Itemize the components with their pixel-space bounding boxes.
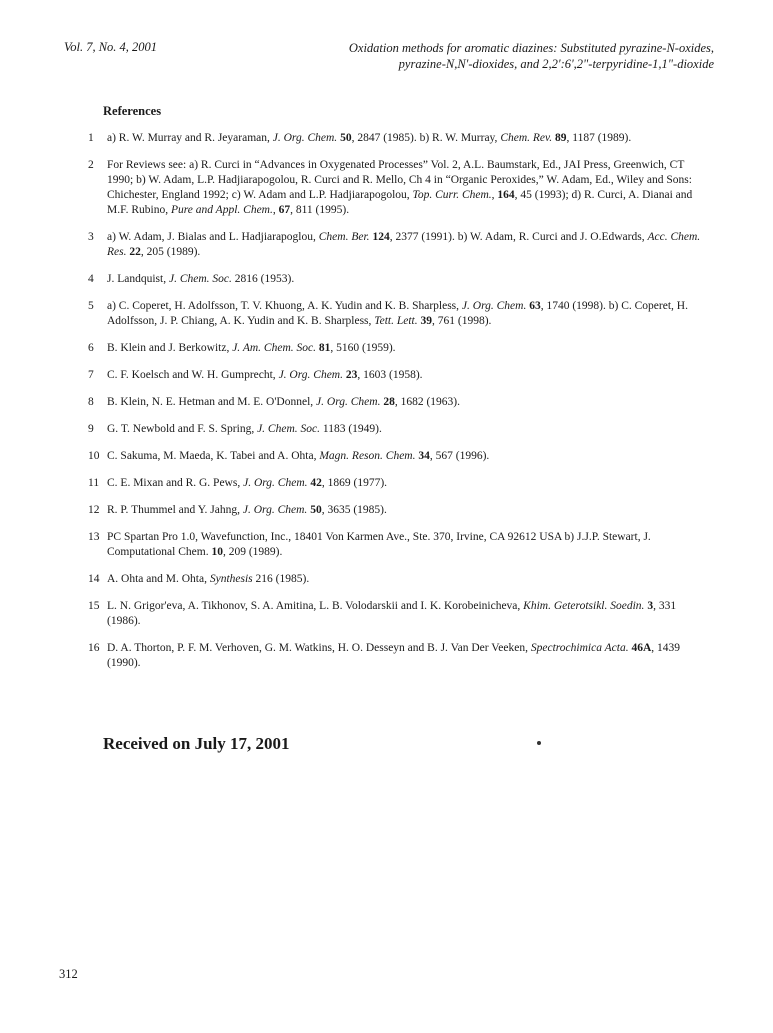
reference-text-run: 42 xyxy=(310,477,322,489)
reference-item xyxy=(88,530,708,560)
reference-text xyxy=(107,476,708,491)
running-title-line-2: pyrazine-N,N'-dioxides, and 2,2':6',2"-terpyridine-1,1"-dioxide xyxy=(398,57,714,71)
reference-text-run: 22 xyxy=(129,246,141,258)
reference-number: 15 xyxy=(88,600,100,612)
reference-item xyxy=(88,599,708,629)
references-list xyxy=(88,131,708,683)
reference-text-run: 1183 (1949). xyxy=(320,423,382,435)
reference-item xyxy=(88,131,708,146)
reference-text-run: a) R. W. Murray and R. Jeyaraman, xyxy=(107,132,273,144)
reference-number: 8 xyxy=(88,396,94,408)
reference-number: 7 xyxy=(88,369,94,381)
references-heading: References xyxy=(103,104,162,118)
reference-number: 5 xyxy=(88,300,94,312)
running-title xyxy=(294,40,714,72)
reference-text-run: 3 xyxy=(647,600,654,612)
reference-text-run: , 761 (1998). xyxy=(432,315,492,327)
reference-text-run: B. Klein and J. Berkowitz, xyxy=(107,342,233,354)
reference-text-run: J. Org. Chem. xyxy=(461,300,527,312)
reference-text-run: G. T. Newbold and F. S. Spring, xyxy=(107,423,258,435)
reference-text-run: , 2847 (1985). b) R. W. Murray, xyxy=(351,132,501,144)
reference-text-run: , 5160 (1959). xyxy=(330,342,396,354)
received-date: Received on July 17, 2001 xyxy=(103,734,290,753)
reference-text-run: J. Org. Chem. xyxy=(316,396,381,408)
reference-text-run: , 209 (1989). xyxy=(222,546,283,558)
reference-number: 14 xyxy=(88,573,100,585)
reference-text-run: PC Spartan Pro 1.0, Wavefunction, Inc., 18401 Von Karmen Ave., Ste. 370, Irvine, CA 92612 USA b) J.J.P. Stewart, J. Computational Chem. xyxy=(107,531,651,558)
reference-text-run: B. Klein, N. E. Hetman and M. E. O'Donnel, xyxy=(107,396,317,408)
reference-text-run: 63 xyxy=(529,300,541,312)
reference-text-run: a) C. Coperet, H. Adolfsson, T. V. Khuong, A. K. Yudin and K. B. Sharpless, xyxy=(107,300,462,312)
reference-item xyxy=(88,230,708,260)
reference-text-run: 216 (1985). xyxy=(252,573,310,585)
reference-text-run: J. Org. Chem. xyxy=(243,477,308,489)
reference-number: 9 xyxy=(88,423,94,435)
reference-text xyxy=(107,368,708,383)
journal-volume-header: Vol. 7, No. 4, 2001 xyxy=(64,40,158,54)
reference-text-run: , 567 (1996). xyxy=(429,450,490,462)
reference-number: 10 xyxy=(88,450,100,462)
reference-item xyxy=(88,395,708,410)
reference-item xyxy=(88,503,708,518)
reference-text-run: 46A xyxy=(631,642,652,654)
reference-text-run: Pure and Appl. Chem. xyxy=(170,204,273,216)
reference-item xyxy=(88,641,708,671)
reference-text-run: Tett. Lett. xyxy=(374,315,418,327)
reference-text xyxy=(107,572,708,587)
reference-text-run: J. Chem. Soc. xyxy=(257,423,320,435)
reference-number: 1 xyxy=(88,132,94,144)
reference-text-run: Synthesis xyxy=(209,573,253,585)
reference-number: 13 xyxy=(88,531,100,543)
reference-text-run: A. Ohta and M. Ohta, xyxy=(107,573,210,585)
reference-text-run: 39 xyxy=(420,315,433,327)
reference-text xyxy=(107,131,708,146)
reference-text-run: 50 xyxy=(340,132,352,144)
reference-number: 2 xyxy=(88,159,94,171)
reference-text-run: , 1869 (1977). xyxy=(321,477,388,489)
reference-text-run: 81 xyxy=(318,342,331,354)
reference-text-run: Chem. Ber. xyxy=(318,231,370,243)
reference-text xyxy=(107,272,708,287)
page-number: 312 xyxy=(59,967,78,981)
reference-text-run: L. N. Grigor'eva, A. Tikhonov, S. A. Amitina, L. B. Volodarskii and I. K. Korobeinicheva, xyxy=(107,600,524,612)
reference-text-run: Acc. Chem. Res. xyxy=(107,231,701,258)
reference-text-run: J. Org. Chem. xyxy=(278,369,343,381)
reference-text-run: 89 xyxy=(555,132,567,144)
reference-number: 12 xyxy=(88,504,100,516)
reference-number: 3 xyxy=(88,231,94,243)
reference-text-run: , 1187 (1989). xyxy=(566,132,632,144)
reference-text-run: C. E. Mixan and R. G. Pews, xyxy=(107,477,244,489)
reference-text-run: J. Landquist, xyxy=(107,273,169,285)
reference-text-run: , 3635 (1985). xyxy=(321,504,387,516)
reference-text-run: a) W. Adam, J. Bialas and L. Hadjiarapoglou, xyxy=(107,231,319,243)
reference-text-run: 124 xyxy=(372,231,390,243)
reference-item xyxy=(88,368,708,383)
reference-text-run: Magn. Reson. Chem. xyxy=(319,450,416,462)
reference-text-run: 28 xyxy=(383,396,395,408)
reference-text-run: Khim. Geterotsikl. Soedin. xyxy=(523,600,645,612)
reference-text-run: J. Am. Chem. Soc. xyxy=(232,342,316,354)
reference-text-run: , 45 (1993); d) R. Curci, A. Dianai and M.F. Rubino, xyxy=(107,189,693,216)
reference-text-run: , 205 (1989). xyxy=(140,246,201,258)
reference-text xyxy=(107,449,708,464)
reference-item xyxy=(88,449,708,464)
reference-item xyxy=(88,476,708,491)
reference-text-run: 67 xyxy=(278,204,291,216)
reference-text-run: 2816 (1953). xyxy=(231,273,295,285)
reference-item xyxy=(88,341,708,356)
reference-text-run: , xyxy=(272,204,279,216)
reference-item xyxy=(88,299,708,329)
reference-item xyxy=(88,158,708,218)
reference-text-run: , xyxy=(491,189,498,201)
reference-item xyxy=(88,272,708,287)
reference-text xyxy=(107,299,708,329)
reference-number: 11 xyxy=(88,477,100,489)
reference-text xyxy=(107,422,708,437)
stray-dot-mark xyxy=(537,741,541,745)
reference-number: 16 xyxy=(88,642,100,654)
reference-text xyxy=(107,158,708,218)
reference-text xyxy=(107,530,708,560)
reference-text-run: , 2377 (1991). b) W. Adam, R. Curci and J. O.Edwards, xyxy=(389,231,648,243)
reference-text-run: 10 xyxy=(211,546,223,558)
reference-text xyxy=(107,395,708,410)
reference-text-run: D. A. Thorton, P. F. M. Verhoven, G. M. Watkins, H. O. Desseyn and B. J. Van Der Veeken, xyxy=(107,642,531,654)
reference-text-run: Spectrochimica Acta. xyxy=(530,642,629,654)
reference-text xyxy=(107,341,708,356)
reference-text xyxy=(107,641,708,671)
reference-text-run: 23 xyxy=(345,369,358,381)
reference-number: 4 xyxy=(88,273,94,285)
reference-text-run: J. Org. Chem. xyxy=(242,504,308,516)
reference-text-run: 50 xyxy=(310,504,322,516)
reference-text-run: , 1740 (1998). b) C. Coperet, H. Adolfsson, J. P. Chiang, A. K. Yudin and K. B. Sharpless, xyxy=(107,300,688,327)
reference-text-run: For Reviews see: a) R. Curci in “Advances in Oxygenated Processes” Vol. 2, A.L. Baumstark, Ed., JAI Press, Greenwich, CT 1990; b) W. Adam, L.P. Hadjiarapogolou, R. Curci and R. Mello, Ch 4 in “Organic Peroxides,” W. Adam, Ed., Wiley and Sons: Chichester, England 1992; c) W. Adam and L.P. Hadjiarapogolou, xyxy=(107,159,692,201)
reference-text xyxy=(107,599,708,629)
reference-text-run: Top. Curr. Chem. xyxy=(412,189,492,201)
running-title-line-1: Oxidation methods for aromatic diazines: Substituted pyrazine-N-oxides, xyxy=(348,41,714,55)
reference-text-run: Chem. Rev. xyxy=(500,132,553,144)
reference-text-run: , 811 (1995). xyxy=(290,204,350,216)
reference-item xyxy=(88,572,708,587)
reference-text-run: C. Sakuma, M. Maeda, K. Tabei and A. Ohta, xyxy=(107,450,320,462)
reference-text xyxy=(107,503,708,518)
reference-text-run: J. Chem. Soc. xyxy=(168,273,232,285)
reference-text-run: C. F. Koelsch and W. H. Gumprecht, xyxy=(107,369,279,381)
reference-text-run: 164 xyxy=(497,189,515,201)
reference-text xyxy=(107,230,708,260)
reference-text-run: R. P. Thummel and Y. Jahng, xyxy=(107,504,243,516)
reference-item xyxy=(88,422,708,437)
reference-text-run: , 1603 (1958). xyxy=(357,369,423,381)
reference-text-run: , 1682 (1963). xyxy=(394,396,461,408)
reference-number: 6 xyxy=(88,342,94,354)
reference-text-run: 34 xyxy=(418,450,430,462)
reference-text-run: , 1439 (1990). xyxy=(107,642,681,669)
reference-text-run: , 331 (1986). xyxy=(107,600,677,627)
reference-text-run: J. Org. Chem. xyxy=(272,132,338,144)
